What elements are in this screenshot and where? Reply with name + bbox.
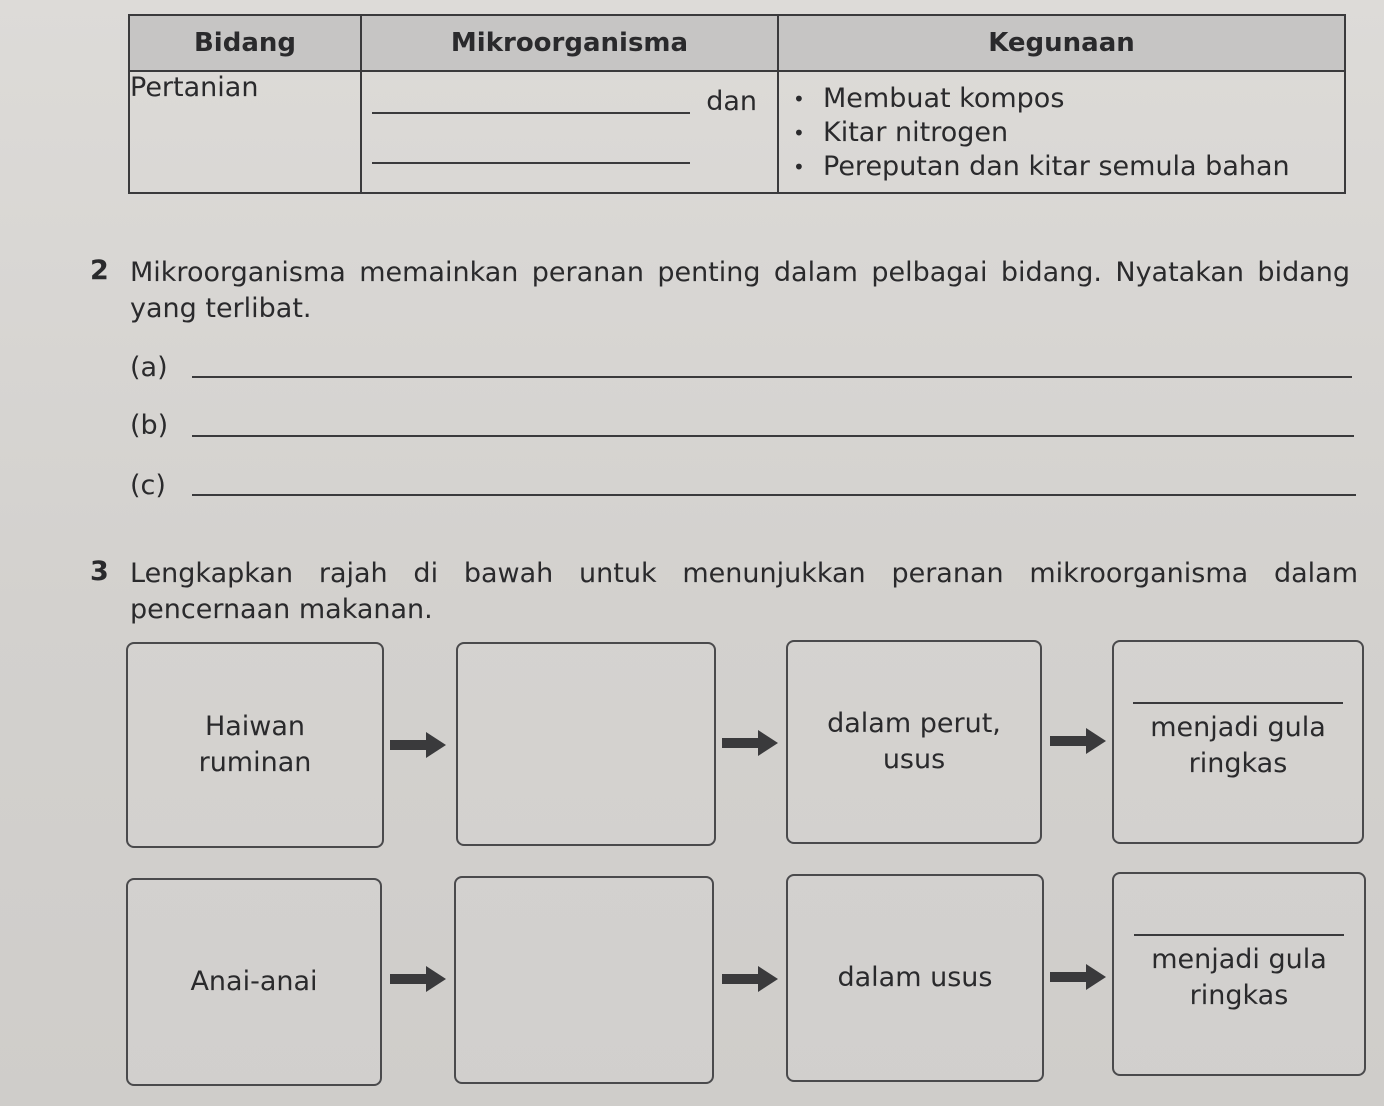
field-cell: Pertanian bbox=[129, 71, 361, 193]
flow-box-text: ringkas bbox=[1189, 980, 1289, 1011]
option-b-label: (b) bbox=[130, 410, 169, 441]
table-header: Mikroorganisma bbox=[361, 15, 778, 71]
flow-box-text: ruminan bbox=[198, 747, 312, 778]
flow-box-middle-intestine bbox=[786, 874, 1044, 1082]
list-item: • Membuat kompos bbox=[793, 82, 1344, 116]
answer-line-a[interactable] bbox=[192, 376, 1352, 378]
end-answer-blank[interactable] bbox=[1133, 702, 1343, 704]
flow-box-blank-2[interactable] bbox=[454, 876, 714, 1084]
list-item: • Kitar nitrogen bbox=[793, 116, 1344, 150]
uses-list bbox=[779, 72, 1344, 184]
answer-line-c[interactable] bbox=[192, 494, 1356, 496]
flow-box-blank-1[interactable] bbox=[456, 642, 716, 846]
microorganism-cell bbox=[361, 71, 778, 193]
flow-box-text: menjadi gula bbox=[1150, 712, 1326, 743]
flow-box-text: menjadi gula bbox=[1151, 944, 1327, 975]
microorganism-blank-1[interactable] bbox=[372, 112, 690, 114]
flow-box-text: dalam usus bbox=[837, 962, 993, 993]
table-row bbox=[129, 71, 1345, 193]
question-3-text: Lengkapkan rajah di bawah untuk menunjukkan peranan mikroorganisma dalam pencernaan makanan. bbox=[130, 558, 1358, 625]
question-2-number: 2 bbox=[90, 255, 109, 286]
table-header: Kegunaan bbox=[778, 15, 1345, 71]
arrow-right-icon bbox=[390, 732, 446, 758]
question-2-text: Mikroorganisma memainkan peranan penting dalam pelbagai bidang. Nyatakan bidang yang terlibat. bbox=[130, 257, 1350, 324]
table-header: Bidang bbox=[129, 15, 361, 71]
flow-box-end-sugar bbox=[1112, 640, 1364, 844]
flow-box-end-sugar bbox=[1112, 872, 1366, 1076]
microorganism-blank-2[interactable] bbox=[372, 162, 690, 164]
arrow-right-icon bbox=[1050, 728, 1106, 754]
option-a-label: (a) bbox=[130, 352, 168, 383]
arrow-right-icon bbox=[390, 966, 446, 992]
arrow-right-icon bbox=[722, 730, 778, 756]
answer-line-b[interactable] bbox=[192, 435, 1354, 437]
flow-box-middle-stomach bbox=[786, 640, 1042, 844]
flow-box-start-ruminant bbox=[126, 642, 384, 848]
microorganism-table bbox=[128, 14, 1346, 194]
arrow-right-icon bbox=[1050, 964, 1106, 990]
end-answer-blank[interactable] bbox=[1134, 934, 1344, 936]
option-c-label: (c) bbox=[130, 470, 166, 501]
question-3-number: 3 bbox=[90, 556, 109, 587]
list-item: • Pereputan dan kitar semula bahan bbox=[793, 150, 1344, 184]
connector-text: dan bbox=[706, 86, 757, 117]
table-header-row bbox=[129, 15, 1345, 71]
flow-box-text: dalam perut, bbox=[827, 708, 1001, 739]
flow-box-text: Anai-anai bbox=[190, 966, 318, 997]
flow-box-text: Haiwan bbox=[204, 711, 306, 742]
uses-cell bbox=[778, 71, 1345, 193]
flow-box-text: usus bbox=[882, 744, 946, 775]
flow-box-text: ringkas bbox=[1188, 748, 1288, 779]
flow-box-start-termite bbox=[126, 878, 382, 1086]
arrow-right-icon bbox=[722, 966, 778, 992]
